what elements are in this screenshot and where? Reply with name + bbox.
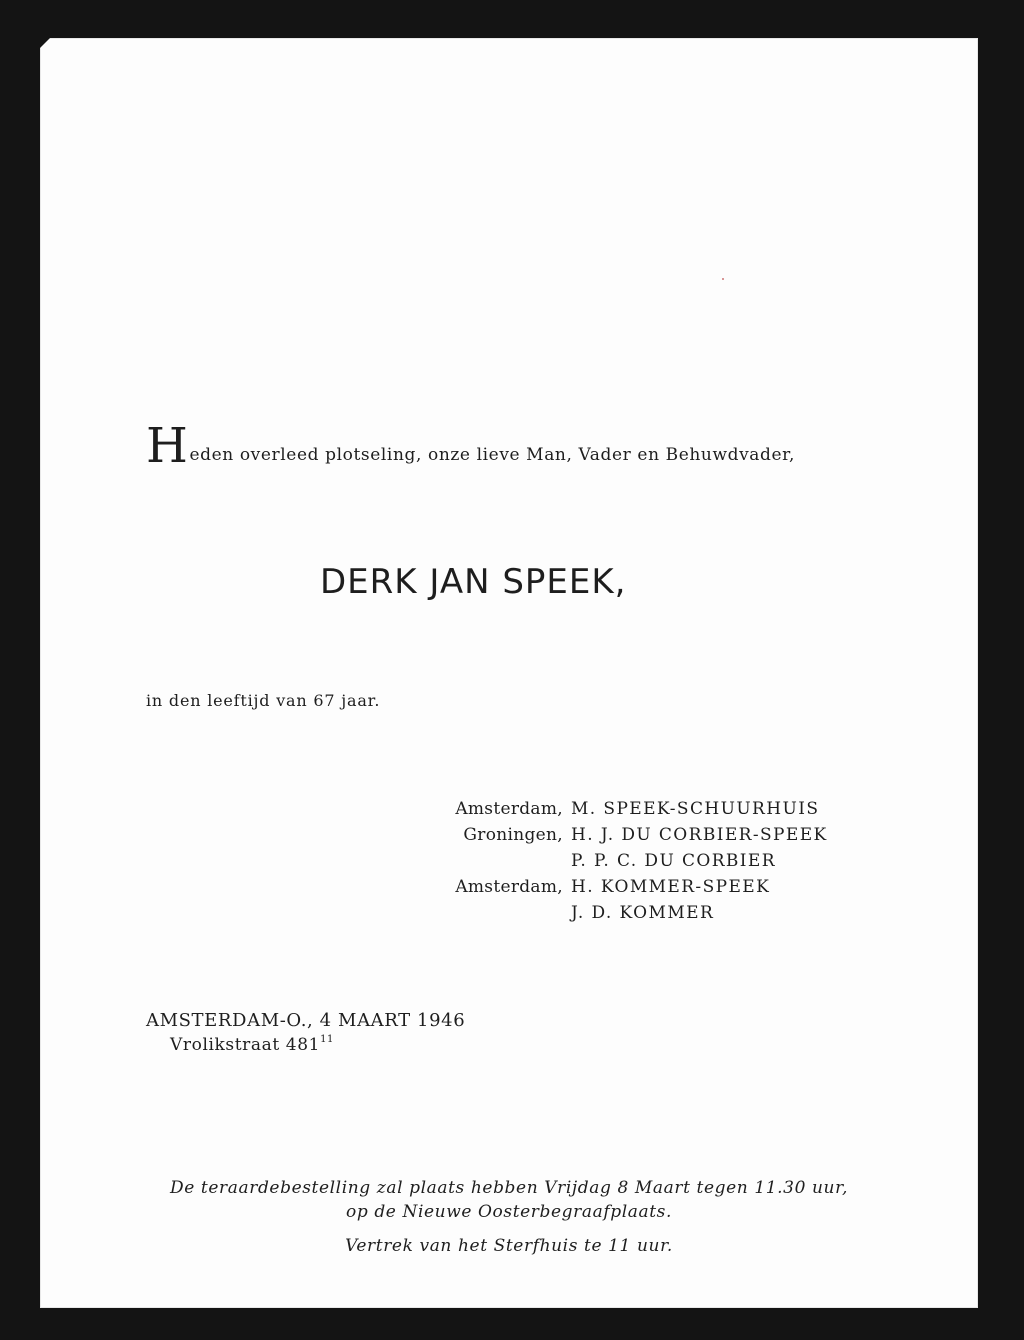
funeral-line-3: Vertrek van het Sterfhuis te 11 uur.: [345, 1236, 673, 1256]
place-and-date: AMSTERDAM-O., 4 MAART 1946: [146, 1010, 466, 1031]
signatory-row: [450, 874, 828, 900]
opening-initial: H: [146, 418, 189, 474]
address-street: Vrolikstraat 481: [170, 1035, 321, 1055]
signatory-name: J. D. KOMMER: [571, 903, 715, 923]
funeral-line-2: op de Nieuwe Oosterbegraafplaats.: [346, 1202, 672, 1222]
signatory-name: H. KOMMER-SPEEK: [571, 877, 771, 897]
death-notice-card: [40, 38, 978, 1308]
signatory-name: M. SPEEK-SCHUURHUIS: [571, 799, 820, 819]
signatory-row: [450, 796, 828, 822]
funeral-details: [40, 1176, 978, 1258]
signatory-row: [450, 900, 828, 926]
signatory-place: Amsterdam,: [455, 877, 563, 897]
signatory-place: [450, 848, 571, 874]
age-line: in den leeftijd van 67 jaar.: [146, 691, 381, 710]
deceased-name: DERK JAN SPEEK,: [320, 562, 627, 602]
signatory-name: H. J. DU CORBIER-SPEEK: [571, 825, 828, 845]
address: [170, 1034, 334, 1055]
signatory-row: [450, 822, 828, 848]
paper-speck: [722, 278, 724, 280]
signatory-place: Groningen,: [463, 825, 563, 845]
signatories-list: [450, 796, 828, 926]
signatory-row: [450, 848, 828, 874]
address-suffix: 11: [320, 1034, 334, 1045]
folded-corner: [40, 38, 50, 48]
opening-sentence: [146, 418, 796, 474]
signatory-place: Amsterdam,: [455, 799, 563, 819]
signatory-place: [450, 900, 571, 926]
opening-text: eden overleed plotseling, onze lieve Man, Vader en Behuwdvader,: [189, 445, 796, 465]
signatory-name: P. P. C. DU CORBIER: [571, 851, 776, 871]
funeral-line-1: De teraardebestelling zal plaats hebben Vrijdag 8 Maart tegen 11.30 uur,: [170, 1178, 848, 1198]
